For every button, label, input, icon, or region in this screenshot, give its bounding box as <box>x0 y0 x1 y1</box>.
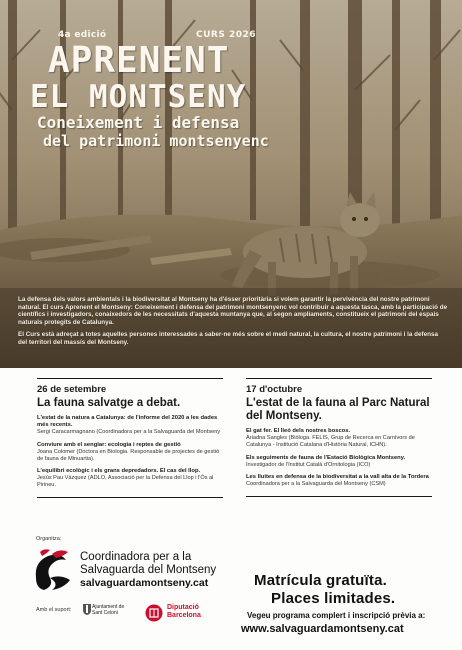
diputacio-line1: Diputació <box>167 604 199 611</box>
diputacio-barcelona-logo-text <box>167 604 201 620</box>
poster-title-line2: EL MONTSENY <box>30 79 247 115</box>
organiser-label: Organitza: <box>36 536 62 542</box>
session-october <box>246 378 432 497</box>
talk-title: El gat fer. El lleó dels nostres boscos. <box>246 428 351 434</box>
intro-paragraph-2: El Curs està adreçat a totes aquelles persones interessades a saber-ne més sobre el medi natural, la cultura, el nostre patrimoni i la defensa del territori del massís del Montseny. <box>18 331 438 346</box>
course-year-label: CURS 2026 <box>196 30 257 40</box>
session-title: L'estat de la fauna al Parc Natural del Montseny. <box>246 397 430 422</box>
session-september <box>37 378 223 498</box>
talk-title: Les lluites en defensa de la biodiversitat a la vall alta de la Tordera <box>246 474 429 481</box>
poster-subtitle-line2: del patrimoni montsenyenc <box>43 132 269 150</box>
session-date: 26 de setembre <box>37 384 107 395</box>
divider <box>37 497 223 498</box>
talk-speaker: Ariadna Sangles (Biòloga. FELIS, Grup de Recerca en Carnívors de Catalunya - Institució Catalana d'Història Natural, ICHN). <box>246 435 415 448</box>
divider <box>37 378 223 379</box>
registration-info-text: Vegeu programa complert i inscripció prèvia a: <box>247 611 426 620</box>
diputacio-barcelona-emblem-icon <box>145 604 163 622</box>
talk-speaker: Sergi Caracarmagnano (Coordinadora per a la Salvaguarda del Montseny <box>37 429 221 435</box>
talk-item <box>37 415 223 436</box>
sant-celoni-shield-icon <box>83 604 91 615</box>
organiser-name-line1: Coordinadora per a la <box>80 551 192 563</box>
talk-speaker: Investigador de l'Institut Català d'Ornitologia (ICO) <box>246 461 371 468</box>
support-label: Amb el suport: <box>36 607 72 613</box>
limited-places-text: Places limitades. <box>271 590 396 607</box>
organiser-logo-icon <box>30 548 74 594</box>
talk-item <box>246 455 432 469</box>
intro-paragraph-1: La defensa dels valors ambientals i la biodiversitat al Montseny ha d'ésser prioritària si volem garantir la pervivència del nostre patrimoni natural. El curs Aprenent el Montseny: Coneixement i defensa del patrimoni montsenyenc vol contribuir a aquesta tasca, amb la participació de científics i investigadors, conaixedors de les necessitats d'aquesta muntanya que, al segon ampliaments, constitueix el patrimoni del espais naturals protegits de Catalunya. <box>18 296 448 326</box>
talk-item <box>37 468 223 489</box>
diputacio-line2: Barcelona <box>167 612 201 619</box>
talk-speaker: Coordinadora per a la Salvaguarda del Montseny (CSM) <box>246 481 386 488</box>
talk-title: Els seguiments de fauna de l'Estació Biològica Montseny. <box>246 454 406 461</box>
talk-speaker: Jesús Pau Vázquez (ADLO, Associació per la Defensa del Llop i l'Ós al Pirineu. <box>37 475 214 489</box>
session-date: 17 d'octubre <box>246 384 303 395</box>
talk-item <box>37 442 223 463</box>
talk-title: L'equilibri ecològic i els grans depredadors. El cas del llop. <box>37 468 201 475</box>
talk-speaker: Joana Colomer (Doctora en Biologia. Responsable de projectes de gestió de fauna de Minuartia). <box>37 448 220 462</box>
divider <box>246 496 432 497</box>
talk-item <box>246 428 432 449</box>
intro-text <box>18 296 448 352</box>
organiser-name <box>80 551 216 577</box>
session-title: La fauna salvatge a debat. <box>37 397 181 409</box>
registration-website-link[interactable]: www.salvaguardamontseny.cat <box>241 623 404 635</box>
divider <box>246 378 432 379</box>
ajuntament-line1: Ajuntament de <box>92 604 125 610</box>
talk-item <box>246 474 432 488</box>
poster-title-line1: APRENENT <box>48 40 230 81</box>
organiser-name-line2: Salvaguarda del Montseny <box>80 564 217 576</box>
ajuntament-line2: Sant Celoni <box>92 610 118 616</box>
edition-label: 4a edició <box>58 30 107 40</box>
sant-celoni-logo-text <box>92 604 124 616</box>
talk-title: Conviure amb el senglar: ecologia i reptes de gestió <box>37 441 181 448</box>
talk-title: L'estat de la natura a Catalunya: de l'informe del 2020 a les dades més recents. <box>37 415 218 428</box>
free-registration-text: Matrícula gratuïta. <box>254 572 387 589</box>
organiser-website: salvaguardamontseny.cat <box>80 577 209 589</box>
poster-subtitle-line1: Coneixement i defensa <box>37 113 240 132</box>
